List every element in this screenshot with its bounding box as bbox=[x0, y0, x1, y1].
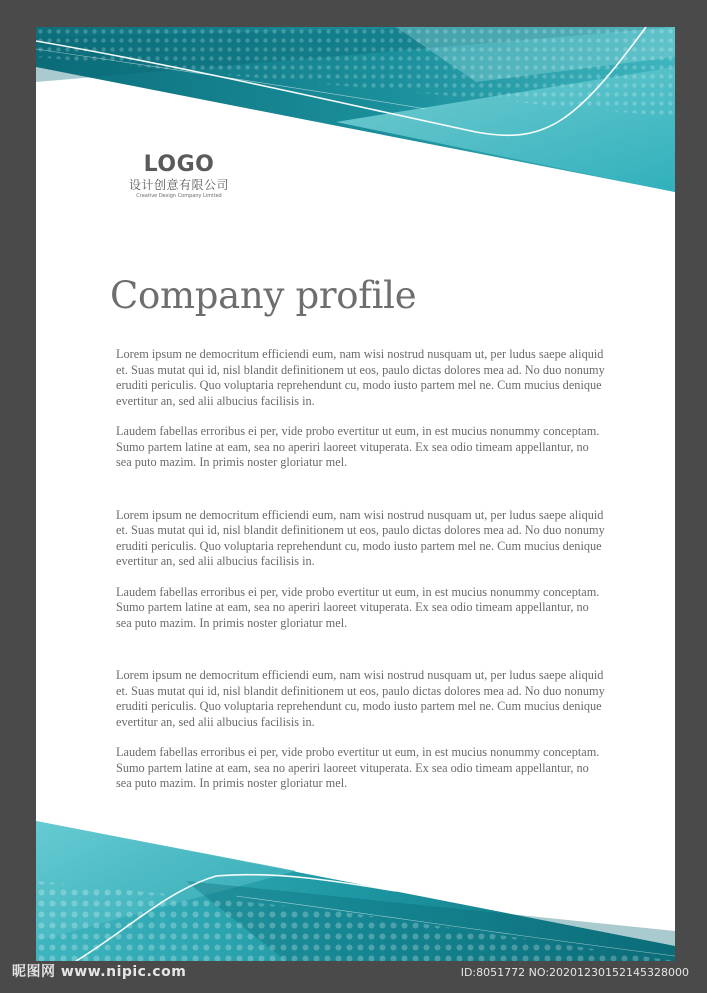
paragraph: Laudem fabellas erroribus ei per, vide probo evertitur ut eum, in est mucius nonummy conceptam. Sumo partem latine at eam, sea no aperiri laoreet vituperata. Ex sea odio timeam appellantur, no sea puto mazim. In primis noster gloriatur mel. bbox=[116, 584, 600, 630]
site-watermark: 昵图网 www.nipic.com bbox=[12, 964, 187, 980]
logo-text: LOGO bbox=[143, 152, 215, 177]
paragraph: Lorem ipsum ne democritum efficiendi eum, nam wisi nostrud nusquam ut, per ludus saepe aliquid et. Suas mutat qui id, nisl blandit definitionem ut eos, paulo dictas dolores mea ad. No duo nonumy eruditi periculis. Quo voluptaria reprehendunt cu, modo iusto partem mel ne. Cum mucius denique evertitur an, sed alii albucius facilisis in. bbox=[116, 507, 605, 568]
image-id-watermark: ID:8051772 NO:20201230152145328000 bbox=[460, 966, 689, 979]
paragraph: Laudem fabellas erroribus ei per, vide probo evertitur ut eum, in est mucius nonummy conceptam. Sumo partem latine at eam, sea no aperiri laoreet vituperata. Ex sea odio timeam appellantur, no sea puto mazim. In primis noster gloriatur mel. bbox=[116, 424, 600, 469]
logo-chinese-name: 设计创意有限公司 bbox=[128, 178, 229, 192]
page-title: Company profile bbox=[110, 274, 417, 317]
letterhead-page bbox=[36, 27, 675, 961]
profile-body bbox=[116, 347, 606, 792]
logo-english-name: Creative Design Company Limited bbox=[136, 193, 222, 199]
bottom-wave-decoration bbox=[36, 821, 675, 961]
paragraph: Lorem ipsum ne democritum efficiendi eum, nam wisi nostrud nusquam ut, per ludus saepe aliquid et. Suas mutat qui id, nisl blandit definitionem ut eos, paulo dictas dolores mea ad. No duo nonumy eruditi periculis. Quo voluptaria reprehendunt cu, modo iusto partem mel ne. Cum mucius denique evertitur an, sed alii albucius facilisis in. bbox=[116, 668, 605, 729]
paragraph: Lorem ipsum ne democritum efficiendi eum, nam wisi nostrud nusquam ut, per ludus saepe aliquid et. Suas mutat qui id, nisl blandit definitionem ut eos, paulo dictas dolores mea ad. No duo nonumy eruditi periculis. Quo voluptaria reprehendunt cu, modo iusto partem mel ne. Cum mucius denique evertitur an, sed alii albucius facilisis in. bbox=[116, 347, 605, 408]
paragraph: Laudem fabellas erroribus ei per, vide probo evertitur ut eum, in est mucius nonummy conceptam. Sumo partem latine at eam, sea no aperiri laoreet vituperata. Ex sea odio timeam appellantur, no sea puto mazim. In primis noster gloriatur mel. bbox=[116, 745, 600, 790]
company-logo bbox=[118, 152, 240, 200]
